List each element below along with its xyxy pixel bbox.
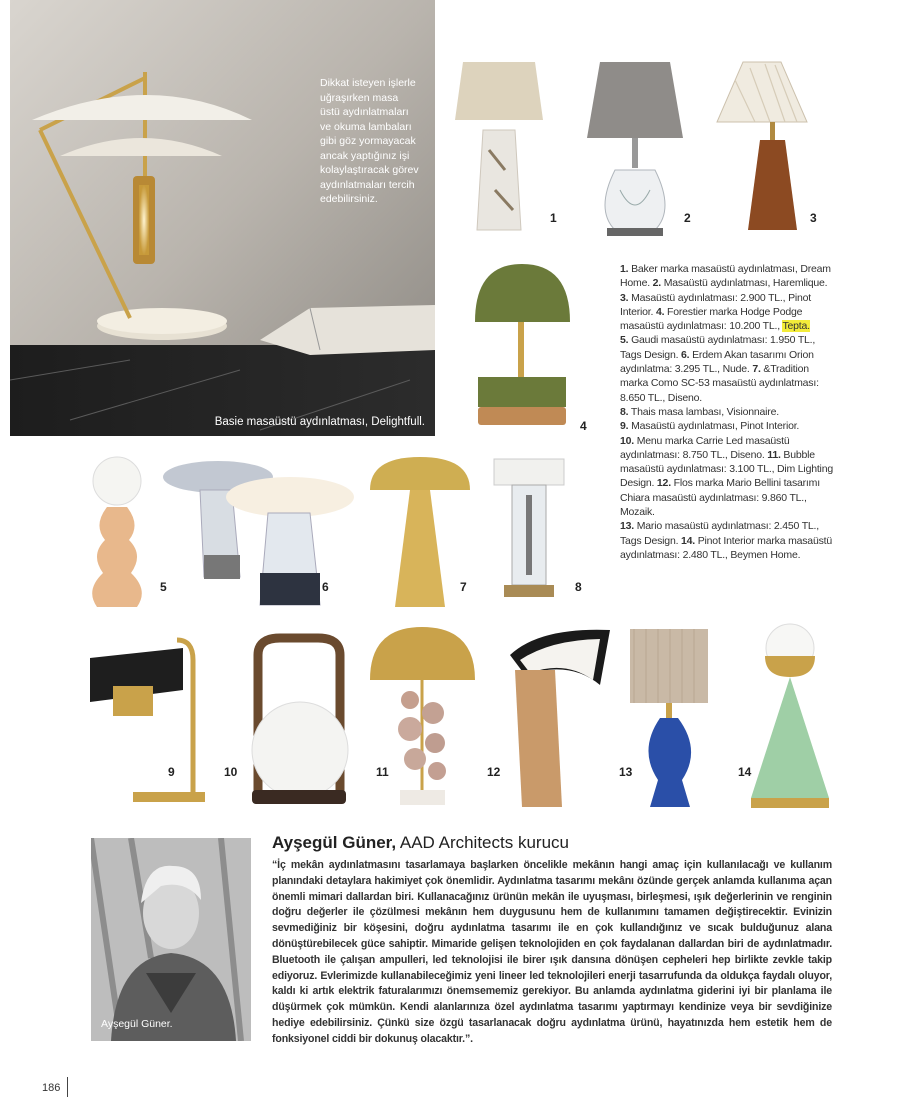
page-number-divider	[67, 1077, 68, 1097]
lamp-number: 6	[322, 580, 329, 594]
lamp-5-image	[85, 455, 150, 610]
lamp-4-image	[470, 262, 575, 434]
lamp-number: 14	[738, 765, 752, 779]
lamp-number: 5	[160, 580, 167, 594]
lamp-2-image	[585, 60, 685, 238]
lamp-number: 1	[550, 211, 557, 225]
lamp-9-image	[85, 630, 215, 810]
lamp-number: 11	[376, 765, 389, 779]
hero-photo	[10, 0, 435, 436]
lamp-number: 3	[810, 211, 817, 225]
product-captions: 1. Baker marka masaüstü aydınlatması, Dream Home. 2. Masaüstü aydınlatması, Haremlique. 3. Masaüstü aydınlatması: 2.900 TL., Pinot Interior. 4. Forestier marka Hodge Podge masaüstü aydınlatması: 10.200 TL., Tepta. 5. Gaudi masaüstü aydınlatması: 1.950 TL., Tags Design. 6. Erdem Akan tasarımı Orion aydınlatma: 3.295 TL., Nude. 7. &Tradition marka Como SC-53 masaüstü aydınlatması: 8.650 TL., Diseno. 8. Thais masa lambası, Visionnaire. 9. Masaüstü aydınlatması, Pinot Interior. 10. Menu marka Carrie Led masaüstü aydınlatması: 8.750 TL., Diseno. 11. Bubble masaüstü aydınlatması: 3.100 TL., Dim Lighting Design. 12. Flos marka Mario Bellini tasarımı Chiara masaüstü aydınlatması: 9.860 TL., Mozaik. 13. Mario masaüstü aydınlatması: 2.450 TL., Tags Design. 14. Pinot Interior marka masaüstü aydınlatması: 2.480 TL., Beymen Home.	[620, 263, 833, 561]
lamp-3-image	[715, 60, 810, 232]
lamp-13-image	[620, 625, 720, 810]
interviewee-heading	[272, 833, 569, 853]
portrait-caption: Ayşegül Güner.	[101, 1018, 173, 1030]
hero-lamp-image	[10, 0, 435, 436]
lamp-12-image	[500, 625, 615, 810]
hero-caption: Basie masaüstü aydınlatması, Delightfull.	[214, 416, 425, 428]
portrait-photo	[91, 838, 251, 1041]
lamp-11-image	[365, 625, 480, 810]
highlighted-store: Tepta.	[782, 320, 810, 333]
lamp-10-image	[240, 630, 355, 810]
portrait-image	[91, 838, 251, 1041]
lamp-number: 4	[580, 419, 587, 433]
hero-overlay-text: Dikkat isteyen işlerle uğraşırken masa üstü aydınlatmaları ve okuma lambaları gibi göz yormayacak ancak yaptığınız işi kolaylaştıracak görev aydınlatmaları tercih edebilirsiniz.	[320, 77, 419, 205]
interviewee-name: Ayşegül Güner,	[272, 833, 397, 852]
lamp-number: 9	[168, 765, 175, 779]
lamp-6-image	[160, 455, 360, 610]
lamp-number: 7	[460, 580, 467, 594]
lamp-number: 12	[487, 765, 501, 779]
lamp-number: 10	[224, 765, 238, 779]
interview-quote: “İç mekân aydınlatmasını tasarlamaya başlarken öncelikle mekânın hangi amaç için kullanılacağı ve kullanım planındaki detaylara hakimiyet çok önemlidir. Aydınlatma tasarımı mekânı özünde gerçek anlamda kullanıma açan önemli mimari dallardan biri. Kullanacağınız ürünün mekân ile uyuşması, birleşmesi, ışık değerlerinin ve renginin doğru değerler ile çözülmesi mekânın hem duygusunu hem de kullanımını tamamen değiştirecektir. Evinizin sevmediğiniz bir köşesini, doğru aydınlatma tasarımı ile en çok kullandığınız ve sıcak bulduğunuz alana dönüştürebilecek güce sahiptir. Mimaride gelişen teknolojiden en çok faydalanan dallardan biri de aydınlatmadır. Bluetooth ile çalışan ampulleri, led teknolojisi ile birer ışık dansına dönüşen cepheleri hep birlikte zevkle takip ediyoruz. Evlerimizde kullanabileceğimiz yeni lineer led teknolojileri enerji tasarrufunda da oldukça faydalı oluyor, kaldı ki artık elektrik faturalarımızı önemsememiz gerekiyor. Bu anlamda aydınlatma giderini iyi bir planlama ile düşürmek çok mümkün. Kendi alanlarınıza özel aydınlatma tasarımı yaptırmayı kendinize veya bir sevdiğinize hediye edebilirsiniz. Çünkü size özgü tasarlanacak doğru aydınlatma ürünü, hayatınızda hem estetik hem de fonksiyonel ciddi bir dokunuş olacaktır.”.	[272, 859, 832, 1045]
lamp-number: 13	[619, 765, 633, 779]
lamp-8-image	[490, 455, 570, 605]
page-number: 186	[42, 1082, 61, 1094]
lamp-14-image	[745, 622, 835, 812]
lamp-number: 8	[575, 580, 582, 594]
interviewee-role: AAD Architects kurucu	[396, 833, 569, 852]
lamp-1-image	[455, 60, 545, 240]
lamp-number: 2	[684, 211, 691, 225]
